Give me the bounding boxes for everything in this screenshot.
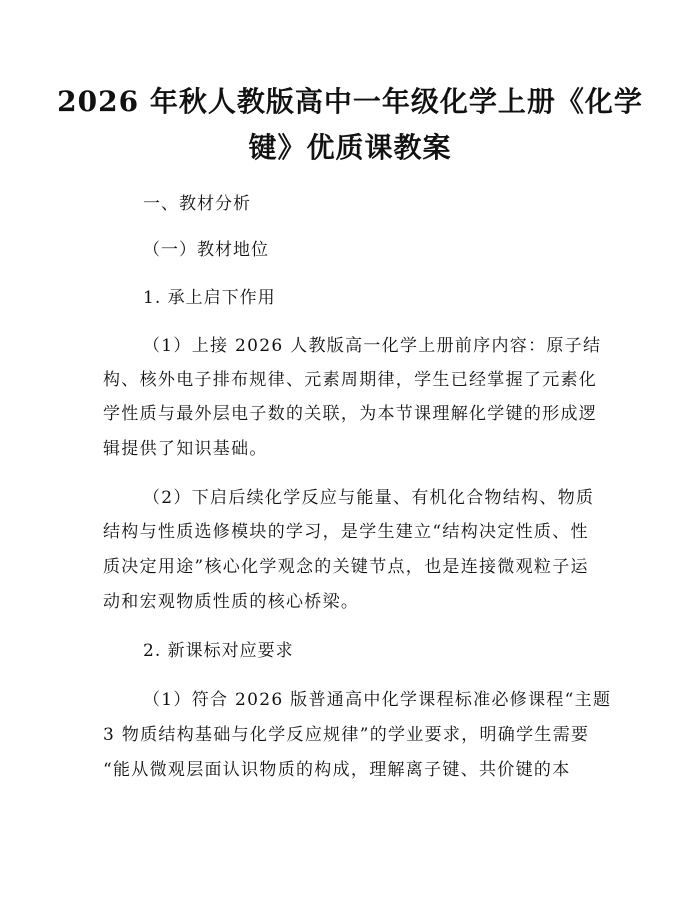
paragraph-1-line-1: （1）上接 2026 人教版高一化学上册前序内容：原子结 [143, 336, 602, 356]
paragraph-1-line-4: 辑提供了知识基础。 [103, 439, 268, 459]
subsection-heading: （一）教材地位 [143, 240, 269, 260]
item-heading-1: 1. 承上启下作用 [143, 288, 276, 308]
document-title-line-2: 键》优质课教案 [248, 131, 452, 164]
paragraph-2-line-2: 结构与性质选修模块的学习，是学生建立“结构决定性质、性 [103, 522, 589, 542]
section-heading-1: 一、教材分析 [143, 194, 251, 214]
paragraph-2-line-1: （2）下启后续化学反应与能量、有机化合物结构、物质 [143, 488, 595, 508]
paragraph-3-line-1: （1）符合 2026 版普通高中化学课程标准必修课程“主题 [143, 690, 612, 710]
paragraph-2-line-3: 质决定用途”核心化学观念的关键节点，也是连接微观粒子运 [103, 557, 589, 577]
document-title-line-1: 2026 年秋人教版高中一年级化学上册《化学 [57, 85, 643, 118]
paragraph-1-line-2: 构、核外电子排布规律、元素周期律，学生已经掌握了元素化 [103, 370, 598, 390]
paragraph-3-line-2: 3 物质结构基础与化学反应规律”的学业要求，明确学生需要 [103, 725, 590, 745]
item-heading-2: 2. 新课标对应要求 [143, 641, 294, 661]
paragraph-3-line-3: “能从微观层面认识物质的构成，理解离子键、共价键的本 [103, 760, 571, 780]
paragraph-1-line-3: 学性质与最外层电子数的关联，为本节课理解化学键的形成逻 [103, 404, 598, 424]
paragraph-2-line-4: 动和宏观物质性质的核心桥梁。 [103, 592, 360, 612]
